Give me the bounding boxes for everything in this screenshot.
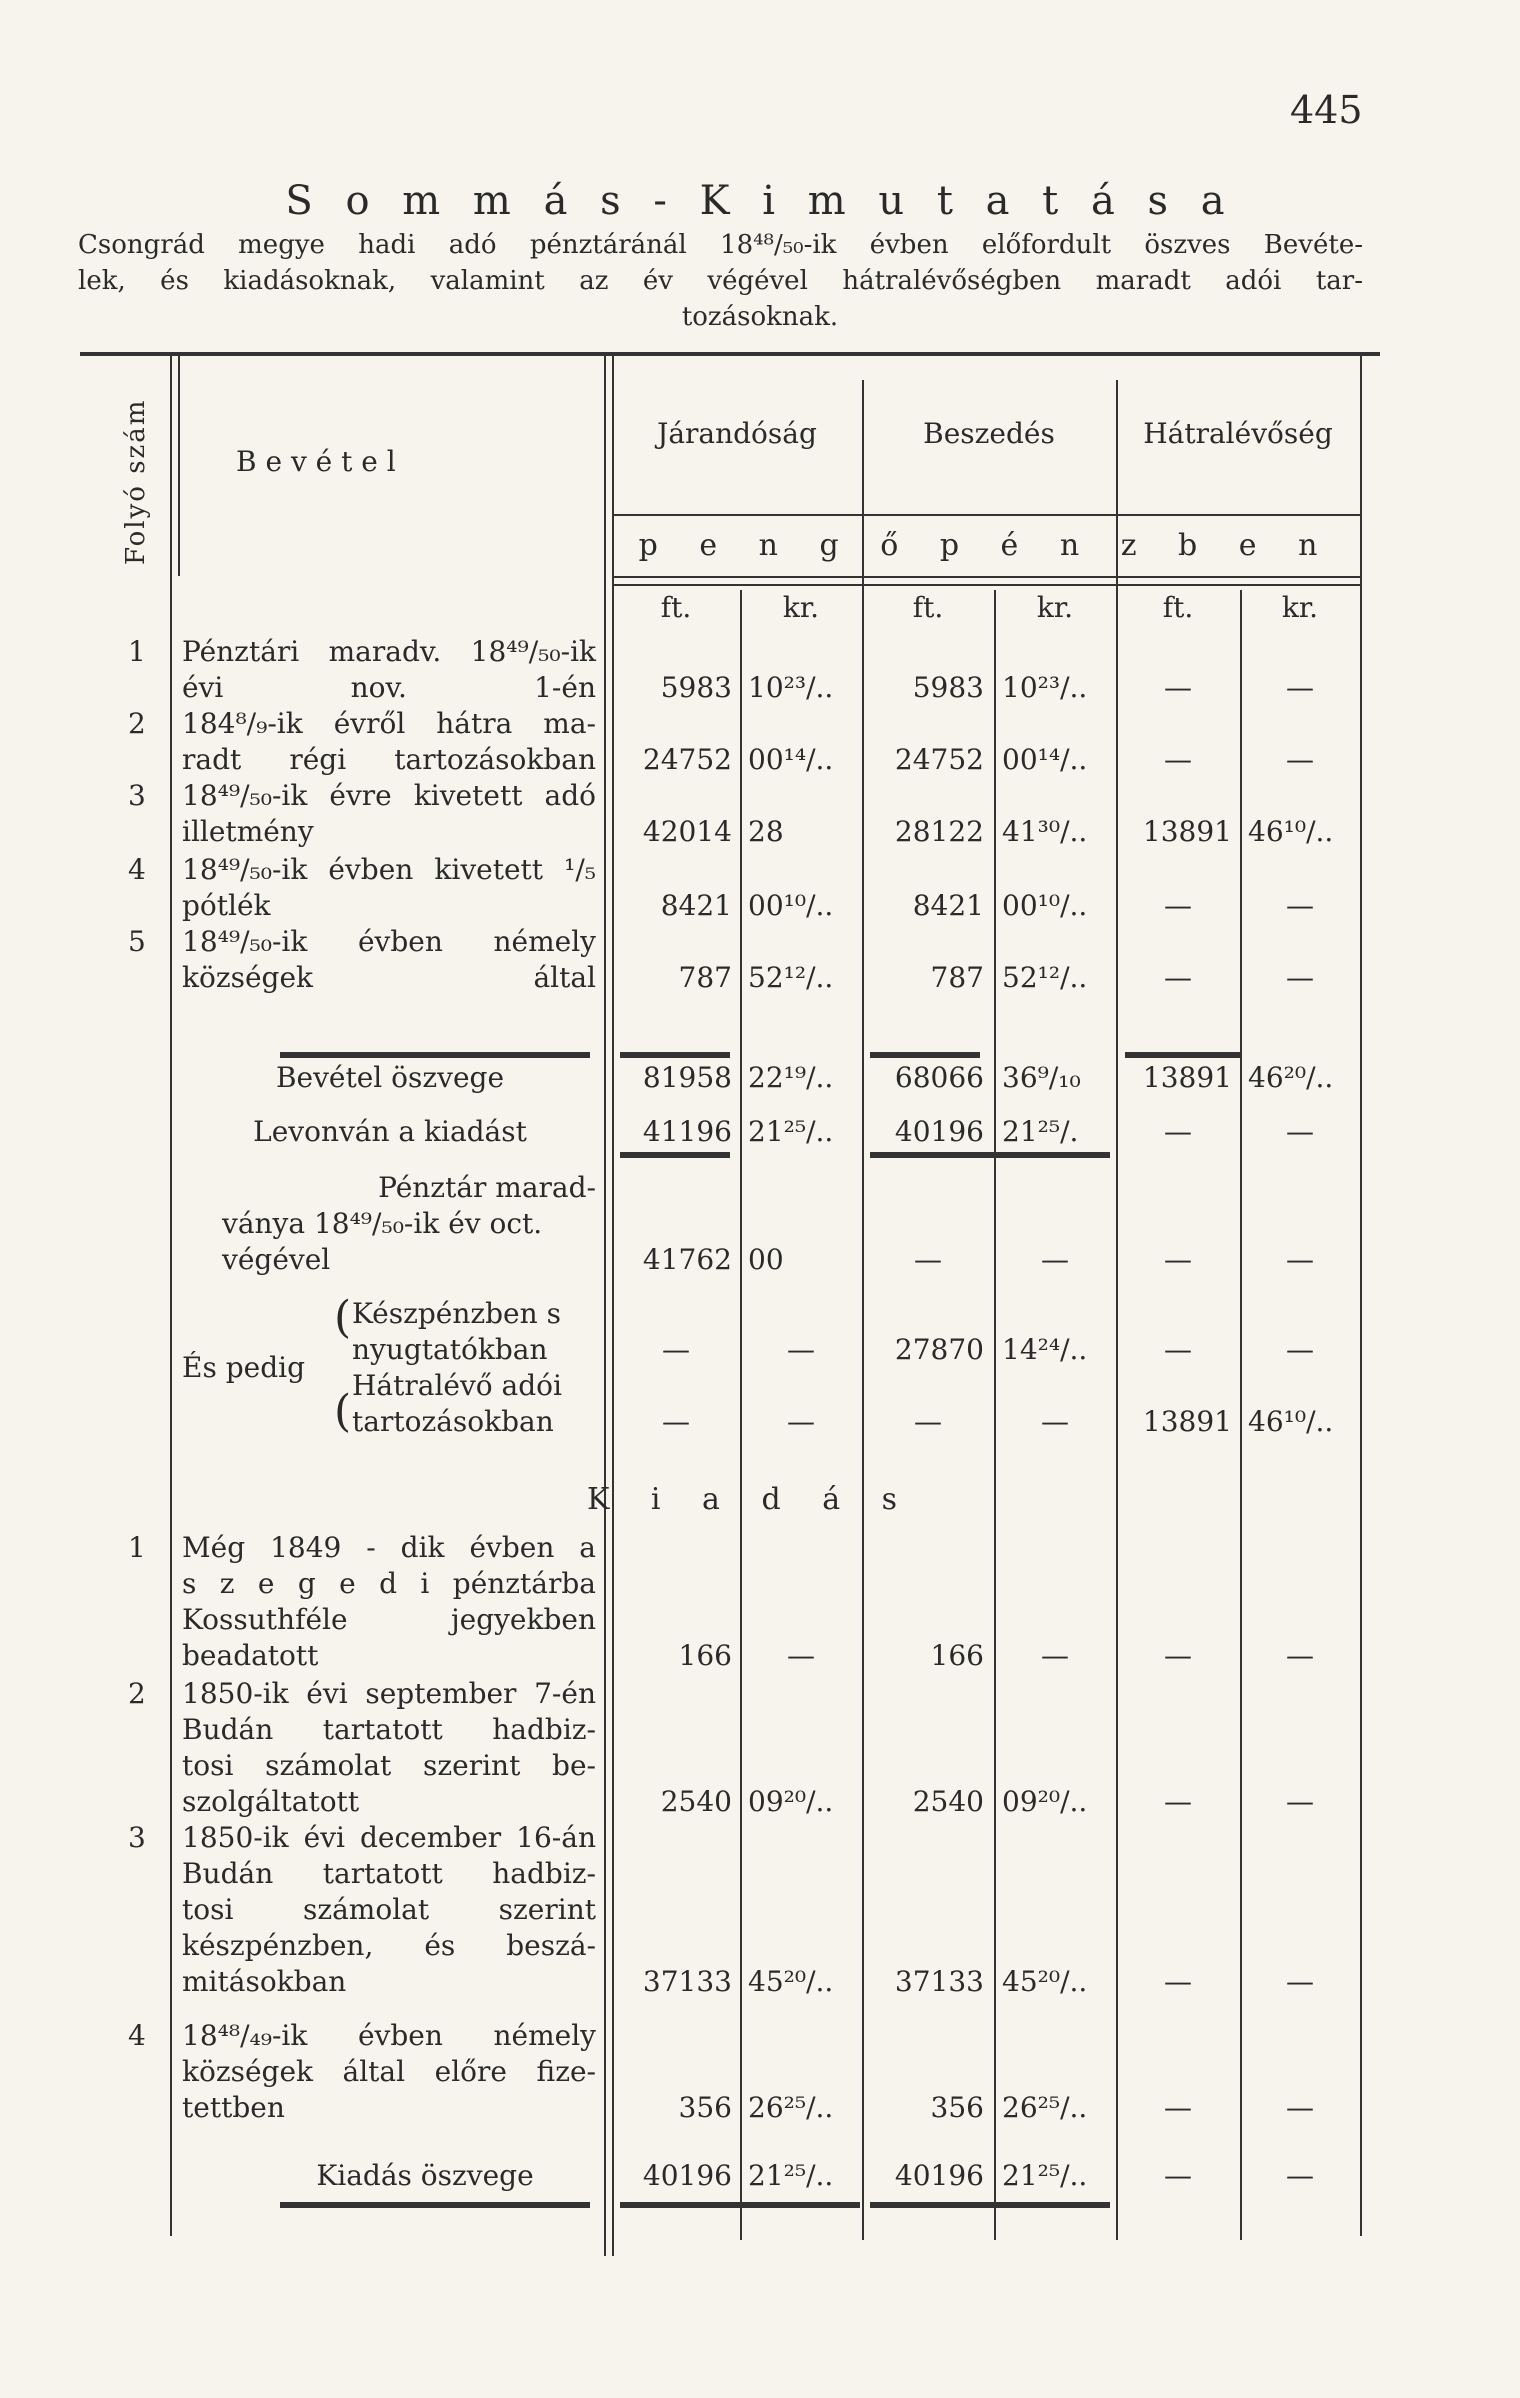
- header-rule: [612, 584, 1360, 586]
- brace-top: (: [334, 1292, 352, 1343]
- row-description: 1850-ik évi december 16-án: [182, 1821, 596, 1854]
- income-row-hkr: —: [1286, 889, 1314, 922]
- expense-total-bkr: 21²⁵/..: [1002, 2159, 1088, 2192]
- income-row-bft: 5983: [912, 671, 984, 704]
- es-pedig-label: És pedig: [182, 1351, 306, 1384]
- es-pedig-line: nyugtatókban: [352, 1333, 548, 1366]
- minus-expense-label: Levonván a kiadást: [253, 1115, 527, 1148]
- income-total-hkr: 46²⁰/..: [1248, 1061, 1334, 1094]
- column-rule: [1116, 380, 1118, 2240]
- intro-line: lek, és kiadásoknak, valamint az év végével hátralévőségben maradt adói tar-: [78, 266, 1363, 296]
- minus-expense-jft: 41196: [642, 1115, 732, 1148]
- expense-row-hkr: —: [1286, 2091, 1314, 2124]
- expense-row-jkr: —: [787, 1639, 815, 1672]
- expense-row-bft: 166: [930, 1639, 984, 1672]
- income-row-hft: —: [1164, 743, 1192, 776]
- header-rule: [612, 576, 1360, 578]
- row-description: illetmény: [182, 815, 314, 848]
- row-description: pótlék: [182, 889, 271, 922]
- header-hatralevoseg: Hátralévőség: [1143, 417, 1333, 450]
- income-row-hft: —: [1164, 889, 1192, 922]
- column-rule: [862, 380, 864, 2240]
- income-row-bkr: 00¹⁴/..: [1002, 743, 1088, 776]
- es-pedig-r1-bft: 27870: [894, 1333, 984, 1366]
- row-description: Budán tartatott hadbiz-: [182, 1857, 596, 1890]
- kiadas-heading: K i a d á s: [586, 1482, 914, 1517]
- total-rule: [280, 2202, 590, 2208]
- income-row-bkr: 00¹⁰/..: [1002, 889, 1088, 922]
- expense-row-jkr: 26²⁵/..: [748, 2091, 834, 2124]
- minus-expense-hkr: —: [1286, 1115, 1314, 1148]
- income-row-jft: 787: [678, 961, 732, 994]
- income-row-hft: —: [1164, 961, 1192, 994]
- intro-line: tozásoknak.: [681, 302, 839, 332]
- income-row-hft: —: [1164, 671, 1192, 704]
- income-row-hkr: —: [1286, 743, 1314, 776]
- row-number: 2: [128, 1677, 146, 1710]
- income-total-bkr: 36⁹/₁₀: [1002, 1061, 1081, 1094]
- row-description: 18⁴⁸/₄₉-ik évben némely: [182, 2019, 596, 2052]
- table-border: [80, 352, 1380, 356]
- expense-total-hkr: —: [1286, 2159, 1314, 2192]
- header-ft: ft.: [660, 591, 692, 624]
- page-number: 445: [1290, 88, 1363, 132]
- income-total-bft: 68066: [894, 1061, 984, 1094]
- expense-row-jft: 37133: [642, 1965, 732, 1998]
- income-row-jft: 24752: [642, 743, 732, 776]
- income-row-jft: 8421: [660, 889, 732, 922]
- minus-expense-hft: —: [1164, 1115, 1192, 1148]
- income-row-bkr: 52¹²/..: [1002, 961, 1088, 994]
- header-kr: kr.: [782, 591, 820, 624]
- row-description: szolgáltatott: [182, 1785, 360, 1818]
- income-row-jft: 5983: [660, 671, 732, 704]
- expense-total-label: Kiadás öszvege: [316, 2159, 534, 2192]
- row-number: 5: [128, 925, 146, 958]
- expense-row-jft: 166: [678, 1639, 732, 1672]
- income-row-hft: 13891: [1142, 815, 1232, 848]
- row-description: s z e g e d i pénztárba: [182, 1567, 596, 1600]
- es-pedig-r2-hkr: 46¹⁰/..: [1248, 1405, 1334, 1438]
- header-rule: [612, 514, 1360, 516]
- row-description: községek által előre fize-: [182, 2055, 596, 2088]
- expense-total-jkr: 21²⁵/..: [748, 2159, 834, 2192]
- column-rule: [1360, 356, 1362, 2236]
- row-description: készpénzben, és beszá-: [182, 1929, 596, 1962]
- expense-row-bft: 356: [930, 2091, 984, 2124]
- brace-bottom: (: [334, 1386, 352, 1437]
- expense-row-jkr: 09²⁰/..: [748, 1785, 834, 1818]
- header-ft: ft.: [912, 591, 944, 624]
- es-pedig-r1-hkr: —: [1286, 1333, 1314, 1366]
- row-description: beadatott: [182, 1639, 319, 1672]
- es-pedig-r2-hft: 13891: [1142, 1405, 1232, 1438]
- income-row-bft: 28122: [894, 815, 984, 848]
- income-row-jkr: 52¹²/..: [748, 961, 834, 994]
- expense-row-bft: 2540: [912, 1785, 984, 1818]
- cash-remainder-hkr: —: [1286, 1243, 1314, 1276]
- row-number: 3: [128, 1821, 146, 1854]
- income-row-bft: 24752: [894, 743, 984, 776]
- total-rule: [620, 1052, 730, 1058]
- expense-row-hft: —: [1164, 1785, 1192, 1818]
- header-ft: ft.: [1162, 591, 1194, 624]
- income-total-label: Bevétel öszvege: [275, 1061, 505, 1094]
- column-rule: [604, 356, 606, 2256]
- es-pedig-r1-jkr: —: [787, 1333, 815, 1366]
- row-description: Pénztári maradv. 18⁴⁹/₅₀-ik: [182, 635, 596, 668]
- row-description: 18⁴⁹/₅₀-ik évre kivetett adó: [182, 779, 596, 812]
- row-description: radt régi tartozásokban: [182, 743, 596, 776]
- cash-remainder-line: ványa 18⁴⁹/₅₀-ik év oct.: [222, 1207, 543, 1240]
- income-row-jkr: 28: [748, 815, 784, 848]
- cash-remainder-line: végével: [222, 1243, 331, 1276]
- cash-remainder-line: Pénztár marad-: [378, 1171, 596, 1204]
- total-rule: [1125, 1052, 1240, 1058]
- row-number: 3: [128, 779, 146, 812]
- expense-total-jft: 40196: [642, 2159, 732, 2192]
- expense-row-hft: —: [1164, 1639, 1192, 1672]
- es-pedig-r2-jft: —: [662, 1405, 690, 1438]
- expense-row-bft: 37133: [894, 1965, 984, 1998]
- row-description: tosi számolat szerint: [182, 1893, 596, 1926]
- row-description: Még 1849 - dik évben a: [182, 1531, 596, 1564]
- header-bevetel: B e v é t e l: [236, 445, 396, 478]
- es-pedig-r2-jkr: —: [787, 1405, 815, 1438]
- expense-row-hkr: —: [1286, 1639, 1314, 1672]
- row-description: tosi számolat szerint be-: [182, 1749, 596, 1782]
- expense-row-bkr: —: [1041, 1639, 1069, 1672]
- row-description: községek által: [182, 961, 596, 994]
- intro-line: Csongrád megye hadi adó pénztáránál 18⁴⁸/₅₀-ik évben előfordult öszves Bevéte-: [78, 230, 1363, 260]
- income-row-hkr: —: [1286, 961, 1314, 994]
- expense-row-jft: 2540: [660, 1785, 732, 1818]
- expense-row-jkr: 45²⁰/..: [748, 1965, 834, 1998]
- income-total-jft: 81958: [642, 1061, 732, 1094]
- es-pedig-line: tartozásokban: [352, 1405, 554, 1438]
- income-total-hft: 13891: [1142, 1061, 1232, 1094]
- row-number: 1: [128, 635, 146, 668]
- header-jarandosag: Járandóság: [657, 417, 817, 450]
- expense-row-hkr: —: [1286, 1965, 1314, 1998]
- es-pedig-r1-bkr: 14²⁴/..: [1002, 1333, 1088, 1366]
- row-number: 4: [128, 2019, 146, 2052]
- cash-remainder-bkr: —: [1041, 1243, 1069, 1276]
- income-row-bkr: 41³⁰/..: [1002, 815, 1088, 848]
- page-title: S o m m á s - K i m u t a t á s a: [285, 178, 1235, 224]
- income-row-hkr: 46¹⁰/..: [1248, 815, 1334, 848]
- minus-expense-bft: 40196: [894, 1115, 984, 1148]
- total-rule: [280, 1052, 590, 1058]
- income-row-hkr: —: [1286, 671, 1314, 704]
- row-number: 4: [128, 853, 146, 886]
- header-beszedes: Beszedés: [923, 417, 1055, 450]
- row-description: 184⁸/₉-ik évről hátra ma-: [182, 707, 596, 740]
- cash-remainder-jkr: 00: [748, 1243, 784, 1276]
- expense-total-bft: 40196: [894, 2159, 984, 2192]
- row-description: tettben: [182, 2091, 285, 2124]
- income-row-bft: 787: [930, 961, 984, 994]
- row-description: Kossuthféle jegyekben: [182, 1603, 596, 1636]
- minus-expense-bkr: 21²⁵/.: [1002, 1115, 1079, 1148]
- income-total-jkr: 22¹⁹/..: [748, 1061, 834, 1094]
- cash-remainder-bft: —: [914, 1243, 942, 1276]
- income-row-jkr: 10²³/..: [748, 671, 834, 704]
- expense-row-bkr: 09²⁰/..: [1002, 1785, 1088, 1818]
- es-pedig-line: Hátralévő adói: [352, 1369, 562, 1402]
- expense-row-hkr: —: [1286, 1785, 1314, 1818]
- row-description: 1850-ik évi september 7-én: [182, 1677, 596, 1710]
- income-row-bkr: 10²³/..: [1002, 671, 1088, 704]
- es-pedig-r1-jft: —: [662, 1333, 690, 1366]
- row-number: 2: [128, 707, 146, 740]
- header-kr: kr.: [1036, 591, 1074, 624]
- total-rule: [620, 1152, 730, 1158]
- total-rule: [870, 1052, 980, 1058]
- header-folyo-szam: Folyó szám: [121, 398, 151, 565]
- row-description: mitásokban: [182, 1965, 347, 1998]
- expense-total-hft: —: [1164, 2159, 1192, 2192]
- es-pedig-line: Készpénzben s: [352, 1297, 561, 1330]
- header-pengo-penzben: p e n g ő p é n z b e n: [638, 528, 1334, 563]
- expense-row-bkr: 45²⁰/..: [1002, 1965, 1088, 1998]
- es-pedig-r2-bft: —: [914, 1405, 942, 1438]
- row-description: 18⁴⁹/₅₀-ik évben kivetett ¹/₅: [182, 853, 596, 886]
- expense-row-jft: 356: [678, 2091, 732, 2124]
- income-row-jkr: 00¹⁴/..: [748, 743, 834, 776]
- cash-remainder-jft: 41762: [642, 1243, 732, 1276]
- row-description: évi nov. 1-én: [182, 671, 596, 704]
- column-rule: [178, 356, 180, 576]
- total-rule: [870, 1152, 1110, 1158]
- income-row-jkr: 00¹⁰/..: [748, 889, 834, 922]
- total-rule: [870, 2202, 1110, 2208]
- income-row-bft: 8421: [912, 889, 984, 922]
- cash-remainder-hft: —: [1164, 1243, 1192, 1276]
- es-pedig-r2-bkr: —: [1041, 1405, 1069, 1438]
- expense-row-hft: —: [1164, 1965, 1192, 1998]
- minus-expense-jkr: 21²⁵/..: [748, 1115, 834, 1148]
- row-description: Budán tartatott hadbiz-: [182, 1713, 596, 1746]
- column-rule: [170, 356, 172, 2236]
- income-row-jft: 42014: [642, 815, 732, 848]
- row-description: 18⁴⁹/₅₀-ik évben némely: [182, 925, 596, 958]
- expense-row-hft: —: [1164, 2091, 1192, 2124]
- row-number: 1: [128, 1531, 146, 1564]
- header-kr: kr.: [1281, 591, 1319, 624]
- expense-row-bkr: 26²⁵/..: [1002, 2091, 1088, 2124]
- total-rule: [620, 2202, 860, 2208]
- es-pedig-r1-hft: —: [1164, 1333, 1192, 1366]
